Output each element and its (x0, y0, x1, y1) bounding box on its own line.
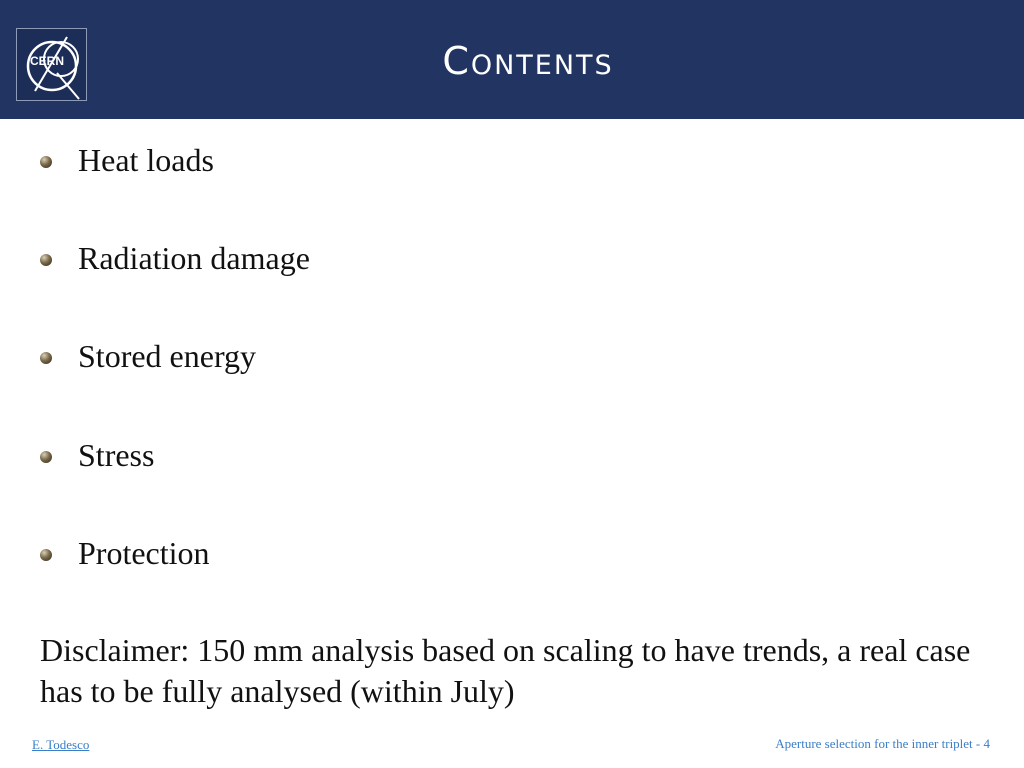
list-item-protection (40, 533, 740, 573)
list-item-label: Radiation damage (78, 240, 310, 276)
list-item-stored-energy (40, 336, 740, 376)
disclaimer-text: Disclaimer: 150 mm analysis based on scaling to have trends, a real case has to be fully analysed (within July) (40, 632, 971, 709)
bullet-icon (40, 156, 52, 168)
list-item-label: Protection (78, 535, 210, 571)
list-item-heat-loads (40, 140, 740, 180)
bullet-icon (40, 549, 52, 561)
list-item-label: Stress (78, 437, 155, 473)
slide-header (0, 0, 1024, 119)
list-item-radiation-damage (40, 238, 740, 278)
footer-slide-title: Aperture selection for the inner triplet - 4 (775, 736, 990, 751)
list-item-stress (40, 435, 740, 475)
footer-author-link[interactable]: E. Todesco (32, 737, 90, 752)
page-title: Contents (442, 39, 614, 83)
bullet-icon (40, 254, 52, 266)
list-item-label: Heat loads (78, 142, 214, 178)
cern-logo-text: CERN (30, 54, 65, 68)
bullet-icon (40, 451, 52, 463)
bullet-icon (40, 352, 52, 364)
list-item-label: Stored energy (78, 338, 257, 374)
